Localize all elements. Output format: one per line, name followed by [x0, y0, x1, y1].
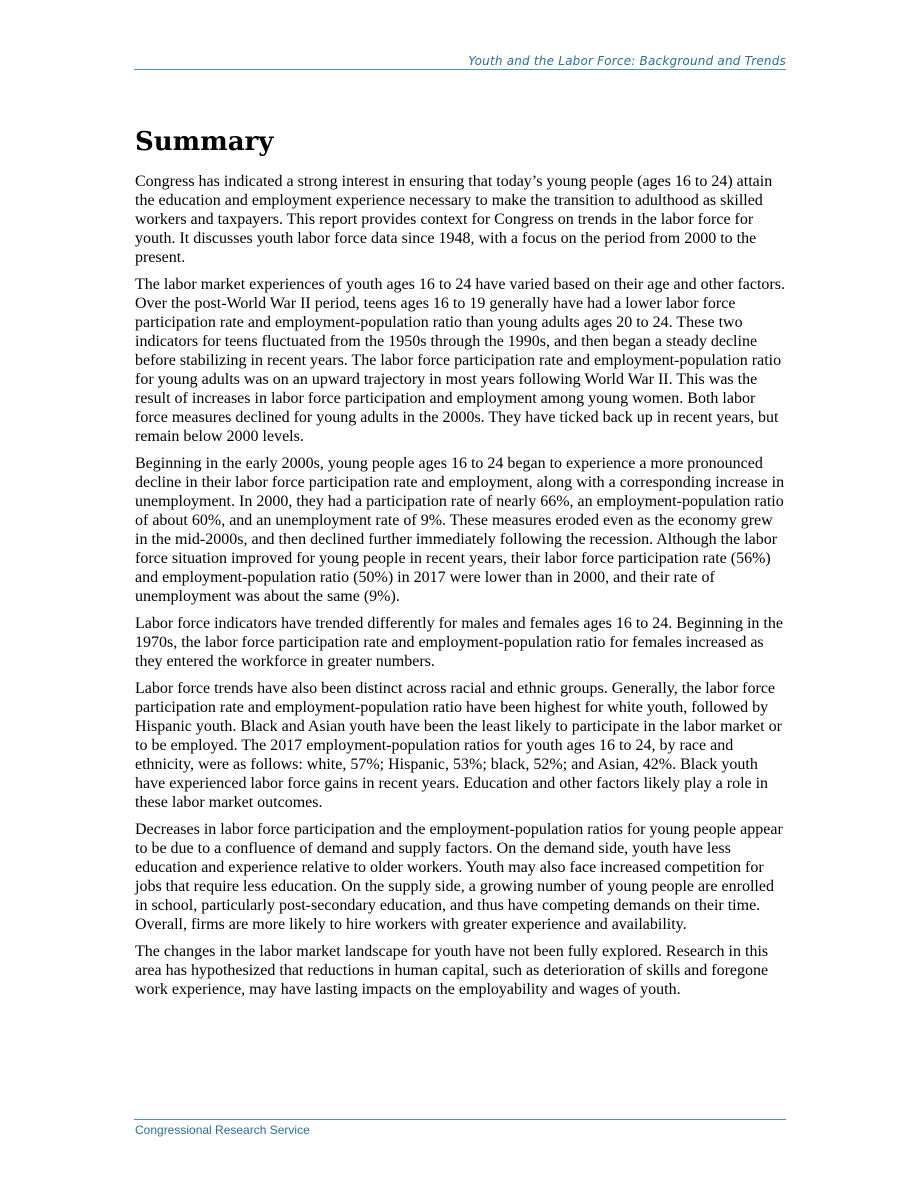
summary-paragraph-3: Beginning in the early 2000s, young people ages 16 to 24 began to experience a more pronounced decline in their labor force participation rate and employment, along with a corresponding increase in unemployment. In 2000, they had a participation rate of nearly 66%, an employment-population ratio of about 60%, and an unemployment rate of 9%. These measures eroded even as the economy grew in the mid-2000s, and then declined further immediately following the recession. Although the labor force situation improved for young people in recent years, their labor force participation rate (56%) and employment-population ratio (50%) in 2017 were lower than in 2000, and their rate of unemployment was about the same (9%).	[135, 455, 785, 605]
running-header-title: Youth and the Labor Force: Background and Trends	[468, 54, 786, 68]
footer-divider	[134, 1119, 786, 1120]
summary-paragraph-6: Decreases in labor force participation and the employment-population ratios for young people appear to be due to a confluence of demand and supply factors. On the demand side, youth have less education and experience relative to older workers. Youth may also face increased competition for jobs that require less education. On the supply side, a growing number of young people are enrolled in school, particularly post-secondary education, and thus have competing demands on their time. Overall, firms are more likely to hire workers with greater experience and availability.	[135, 821, 783, 933]
summary-paragraph-5: Labor force trends have also been distinct across racial and ethnic groups. Generally, the labor force participation rate and employment-population ratio have been highest for white youth, followed by Hispanic youth. Black and Asian youth have been the least likely to participate in the labor market or to be employed. The 2017 employment-population ratios for youth ages 16 to 24, by race and ethnicity, were as follows: white, 57%; Hispanic, 53%; black, 52%; and Asian, 42%. Black youth have experienced labor force gains in recent years. Education and other factors likely play a role in these labor market outcomes.	[135, 680, 782, 811]
summary-paragraph-2: The labor market experiences of youth ages 16 to 24 have varied based on their age and other factors. Over the post-World War II period, teens ages 16 to 19 generally have had a lower labor force participation rate and employment-population ratio than young adults ages 20 to 24. These two indicators for teens fluctuated from the 1950s through the 1990s, and then began a steady decline before stabilizing in recent years. The labor force participation rate and employment-population ratio for young adults was on an upward trajectory in most years following World War II. This was the result of increases in labor force participation and employment among young women. Both labor force measures declined for young adults in the 2000s. They have ticked back up in recent years, but remain below 2000 levels.	[135, 276, 785, 445]
summary-paragraph-1: Congress has indicated a strong interest in ensuring that today’s young people (ages 16 to 24) attain the education and employment experience necessary to make the transition to adulthood as skilled workers and taxpayers. This report provides context for Congress on trends in the labor force for youth. It discusses youth labor force data since 1948, with a focus on the period from 2000 to the present.	[135, 173, 773, 266]
summary-paragraph-7: The changes in the labor market landscape for youth have not been fully explored. Research in this area has hypothesized that reductions in human capital, such as deterioration of skills and foregone work experience, may have lasting impacts on the employability and wages of youth.	[135, 943, 769, 998]
section-title: Summary	[135, 127, 274, 157]
summary-paragraph-4: Labor force indicators have trended differently for males and females ages 16 to 24. Beginning in the 1970s, the labor force participation rate and employment-population ratio for females increased as they entered the workforce in greater numbers.	[135, 615, 783, 670]
footer-organization: Congressional Research Service	[135, 1123, 310, 1137]
header-divider	[134, 69, 786, 70]
summary-section	[135, 120, 787, 1007]
